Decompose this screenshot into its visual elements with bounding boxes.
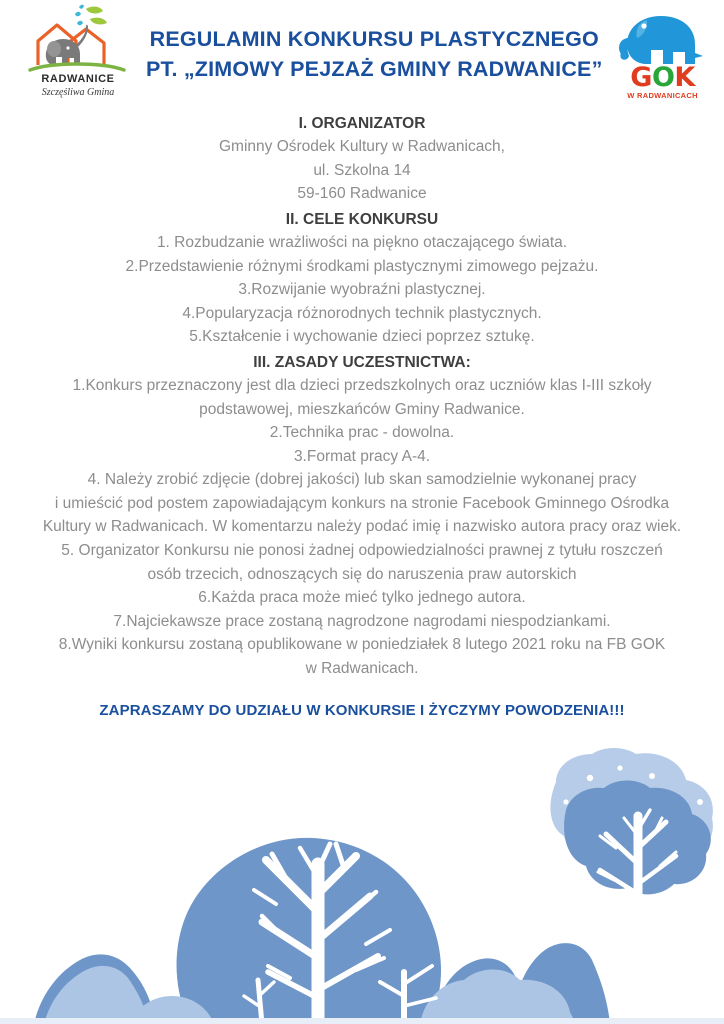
radwanice-logo — [18, 3, 138, 107]
gok-logo-subtitle: W RADWANICACH — [627, 91, 698, 100]
section-line: ul. Szkolna 14 — [313, 161, 411, 179]
section-cele-konkursu — [0, 206, 724, 349]
section-heading: I. ORGANIZATOR — [298, 115, 426, 132]
section-line: w Radwanicach. — [305, 659, 419, 677]
house-elephant-icon — [24, 3, 132, 75]
poster-title — [138, 25, 611, 84]
ground-strip — [0, 1018, 724, 1024]
poster-title-line-1: REGULAMIN KONKURSU PLASTYCZNEGO — [149, 27, 599, 52]
section-line: 8.Wyniki konkursu zostaną opublikowane w poniedziałek 8 lutego 2021 roku na FB GOK — [58, 636, 666, 654]
poster-header — [0, 0, 724, 110]
section-line: 4. Należy zrobić zdjęcie (dobrej jakości) lub skan samodzielnie wykonanej pracy — [87, 471, 637, 489]
section-line: 2.Technika prac - dowolna. — [269, 424, 455, 442]
radwanice-logo-name: RADWANICE — [41, 73, 115, 85]
blue-elephant-icon — [617, 6, 709, 68]
section-line: 3.Rozwijanie wyobraźni plastycznej. — [238, 281, 486, 299]
call-to-action-text: ZAPRASZAMY DO UDZIAŁU W KONKURSIE I ŻYCZYMY POWODZENIA!!! — [99, 702, 625, 719]
section-line: 3.Format pracy A-4. — [293, 447, 431, 465]
section-line: 4.Popularyzacja różnorodnych technik plastycznych. — [182, 304, 542, 322]
section-line: osób trzecich, odnoszących się do naruszenia praw autorskich — [147, 565, 577, 583]
section-line: 59-160 Radwanice — [297, 185, 427, 203]
section-line: Gminny Ośrodek Kultury w Radwanicach, — [218, 138, 505, 156]
section-line: 7.Najciekawsze prace zostaną nagrodzone nagrodami niespodziankami. — [113, 612, 611, 630]
section-line: 6.Każda praca może mieć tylko jednego autora. — [198, 589, 526, 607]
section-heading: III. ZASADY UCZESTNICTWA: — [253, 353, 471, 371]
gok-acronym — [611, 64, 715, 91]
section-line: 1. Rozbudzanie wrażliwości na piękno otaczającego świata. — [156, 234, 568, 252]
section-line: i umieścić pod postem zapowiadającym konkurs na stronie Facebook Gminnego Ośrodka — [54, 494, 670, 512]
section-organizator — [0, 110, 724, 206]
section-heading: II. CELE KONKURSU — [285, 210, 439, 228]
section-line: 2.Przedstawienie różnymi środkami plastycznymi zimowego pejzażu. — [125, 257, 599, 275]
section-line: 5.Kształcenie i wychowanie dzieci poprzez sztukę. — [189, 328, 535, 346]
gok-letter-k: K — [674, 62, 695, 93]
poster-body — [0, 110, 724, 680]
section-zasady-uczestnictwa — [0, 349, 724, 680]
gok-logo — [611, 4, 715, 106]
gok-letter-g: G — [630, 62, 652, 93]
section-line: Kultury w Radwanicach. W komentarzu należy podać imię i nazwisko autora pracy oraz wiek. — [42, 518, 682, 536]
radwanice-logo-tagline: Szczęśliwa Gmina — [41, 87, 115, 98]
gok-letter-o: O — [651, 62, 675, 93]
section-line: 5. Organizator Konkursu nie ponosi żadnej odpowiedzialności prawnej z tytułu roszczeń — [61, 541, 663, 559]
section-line: podstawowej, mieszkańców Gminy Radwanice. — [199, 400, 525, 418]
section-line: 1.Konkurs przeznaczony jest dla dzieci przedszkolnych oraz uczniów klas I-III szkoły — [72, 377, 652, 395]
poster-title-line-2: PT. „ZIMOWY PEJZAŻ GMINY RADWANICE” — [146, 57, 603, 81]
winter-landscape-svg — [0, 744, 724, 1024]
winter-landscape-illustration — [0, 744, 724, 1024]
